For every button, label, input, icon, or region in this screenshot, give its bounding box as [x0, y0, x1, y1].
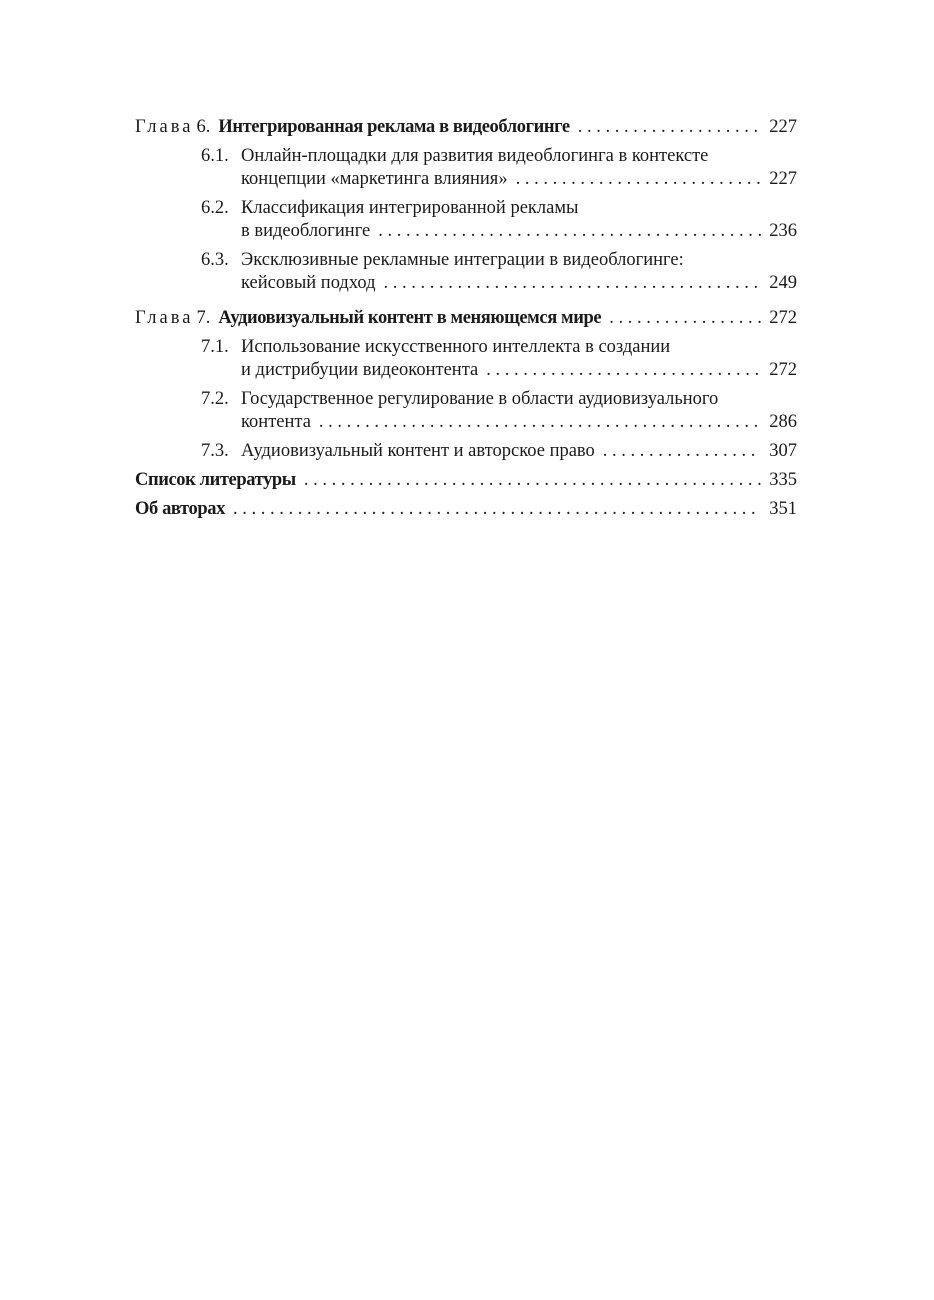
leader-dots	[609, 307, 761, 330]
section-title-line1: Аудиовизуальный контент и авторское право	[241, 441, 595, 461]
page-number: 227	[769, 117, 797, 137]
chapter-label: Глава	[135, 308, 194, 328]
table-of-contents	[135, 116, 797, 521]
toc-section-6-1[interactable]	[135, 145, 797, 191]
section-number: 7.3.	[201, 441, 229, 461]
section-title-line1: Использование искусственного интеллекта в создании	[241, 337, 671, 357]
section-title-line2: в видеоблогинге	[241, 221, 371, 241]
leader-dots	[578, 116, 761, 139]
section-title-line2: контента	[241, 412, 311, 432]
toc-section-6-2[interactable]	[135, 197, 797, 243]
chapter-number: 6.	[196, 117, 211, 137]
leader-dots	[233, 498, 761, 521]
leader-dots	[516, 168, 761, 191]
toc-chapter-7[interactable]	[135, 307, 797, 330]
page-number: 335	[769, 470, 797, 490]
section-title-line1: Государственное регулирование в области аудиовизуального	[241, 389, 719, 409]
leader-dots	[384, 272, 762, 295]
section-number: 6.2.	[201, 198, 229, 218]
leader-dots	[378, 220, 761, 243]
toc-section-7-1[interactable]	[135, 336, 797, 382]
section-title-line2: концепции «маркетинга влияния»	[241, 169, 508, 189]
toc-chapter-6[interactable]	[135, 116, 797, 139]
toc-references[interactable]	[135, 469, 797, 492]
chapter-title: Интегрированная реклама в видеоблогинге	[218, 117, 570, 137]
section-number: 7.2.	[201, 389, 229, 409]
section-title-line1: Классификация интегрированной рекламы	[241, 198, 579, 218]
page-number: 236	[769, 221, 797, 241]
chapter-number: 7.	[196, 308, 211, 328]
page-number: 351	[769, 499, 797, 519]
page-number: 249	[769, 273, 797, 293]
section-title-line1: Эксклюзивные рекламные интеграции в видеоблогинге:	[241, 250, 684, 270]
page-number: 272	[769, 308, 797, 328]
page-number: 227	[769, 169, 797, 189]
page-number: 272	[769, 360, 797, 380]
section-title-line2: кейсовый подход	[241, 273, 376, 293]
chapter-title: Аудиовизуальный контент в меняющемся мире	[218, 308, 602, 328]
section-title-line2: и дистрибуции видеоконтента	[241, 360, 479, 380]
section-number: 6.3.	[201, 250, 229, 270]
references-title: Список литературы	[135, 470, 296, 490]
toc-authors[interactable]	[135, 498, 797, 521]
toc-section-6-3[interactable]	[135, 249, 797, 295]
leader-dots	[304, 469, 761, 492]
section-number: 7.1.	[201, 337, 229, 357]
page-number: 286	[769, 412, 797, 432]
chapter-label: Глава	[135, 117, 194, 137]
page-number: 307	[769, 441, 797, 461]
leader-dots	[603, 440, 761, 463]
section-title-line1: Онлайн-площадки для развития видеоблогинга в контексте	[241, 146, 709, 166]
leader-dots	[486, 359, 761, 382]
leader-dots	[319, 411, 761, 434]
authors-title: Об авторах	[135, 499, 225, 519]
section-number: 6.1.	[201, 146, 229, 166]
toc-section-7-3[interactable]	[135, 440, 797, 463]
toc-section-7-2[interactable]	[135, 388, 797, 434]
